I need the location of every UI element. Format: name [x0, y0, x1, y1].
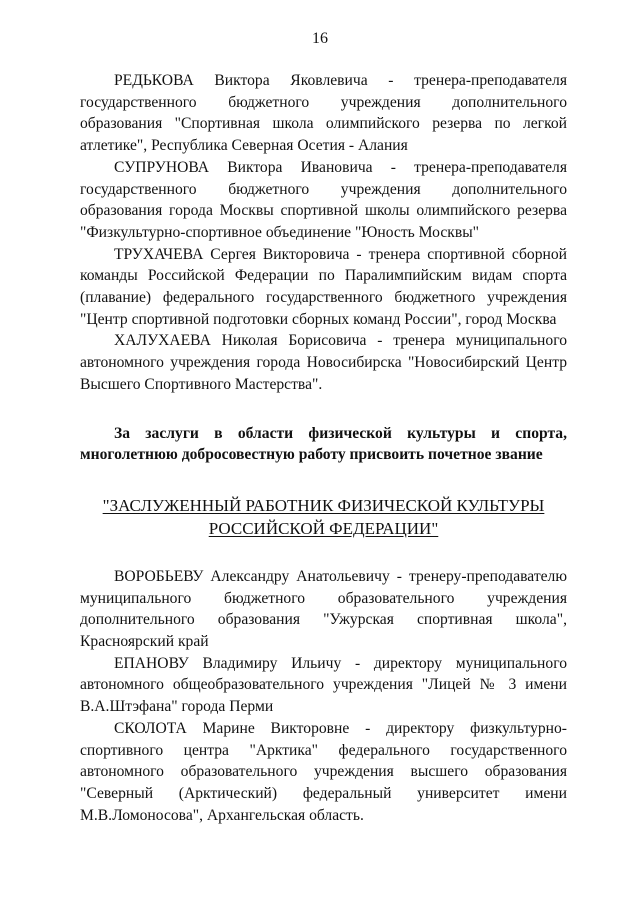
- awardee-name: ТРУХАЧЕВА: [114, 245, 204, 263]
- spacer: [80, 540, 567, 566]
- honorary-title-line-1: "ЗАСЛУЖЕННЫЙ РАБОТНИК ФИЗИЧЕСКОЙ КУЛЬТУРЫ: [102, 495, 545, 515]
- awardee-details: Николая Борисовича - тренера муниципального автономного учреждения города Новосибирска "Новосибирский Центр Высшего Спортивного Мастерства".: [80, 332, 567, 393]
- awardee-details: Марине Викторовне - директору физкультурно-спортивного центра "Арктика" федерального государственного автономного образовательного учреждения высшего образования "Северный (Арктический) федеральный университет имени М.В.Ломоносова", Архангельская область.: [80, 719, 567, 824]
- award-entry-trukhachev: [80, 244, 567, 331]
- award-section-heading: За заслуги в области физической культуры и спорта, многолетнюю добросовестную работу присвоить почетное звание: [80, 424, 567, 464]
- award-entry-skolota: [80, 718, 567, 827]
- award-entry-redkov: [80, 70, 567, 157]
- awardee-name: ХАЛУХАЕВА: [114, 332, 211, 350]
- award-entry-epanov: [80, 653, 567, 718]
- awardee-details: Виктора Ивановича - тренера-преподавателя государственного бюджетного учреждения дополнительного образования города Москвы спортивной школы олимпийского резерва "Физкультурно-спортивное объединение "Юность Москвы": [80, 158, 567, 241]
- honorary-title-line-2: РОССИЙСКОЙ ФЕДЕРАЦИИ": [208, 518, 439, 538]
- awardee-name: РЕДЬКОВА: [114, 72, 194, 89]
- awardee-name: ВОРОБЬЕВУ: [114, 567, 204, 585]
- awardee-details: Виктора Яковлевича - тренера-преподавателя государственного бюджетного учреждения дополнительного образования "Спортивная школа олимпийского резерва по легкой атлетике", Республика Северная Осетия - Алания: [80, 72, 567, 155]
- page-number: 16: [312, 30, 328, 47]
- award-entry-suprunov: [80, 157, 567, 244]
- awardee-details: Сергея Викторовича - тренера спортивной сборной команды Российской Федерации по Паралимпийским видам спорта (плавание) федерального государственного бюджетного учреждения "Центр спортивной подготовки сборных команд России", город Москва: [80, 245, 567, 328]
- awardee-details: Владимиру Ильичу - директору муниципального автономного общеобразовательного учреждения "Лицей № 3 имени В.А.Штэфана" города Перми: [80, 654, 567, 716]
- awardee-name: ЕПАНОВУ: [114, 654, 189, 672]
- document-body: [80, 70, 567, 826]
- awardee-details: Александру Анатольевичу - тренеру-преподавателю муниципального бюджетного образовательного учреждения дополнительного образования "Ужурская спортивная школа", Красноярский край: [80, 567, 567, 651]
- awardee-name: СКОЛОТА: [114, 719, 187, 737]
- awardee-name: СУПРУНОВА: [114, 158, 210, 176]
- award-entry-vorobyev: [80, 566, 567, 653]
- honorary-title: [80, 494, 567, 540]
- award-entry-khalukhaev: [80, 330, 567, 395]
